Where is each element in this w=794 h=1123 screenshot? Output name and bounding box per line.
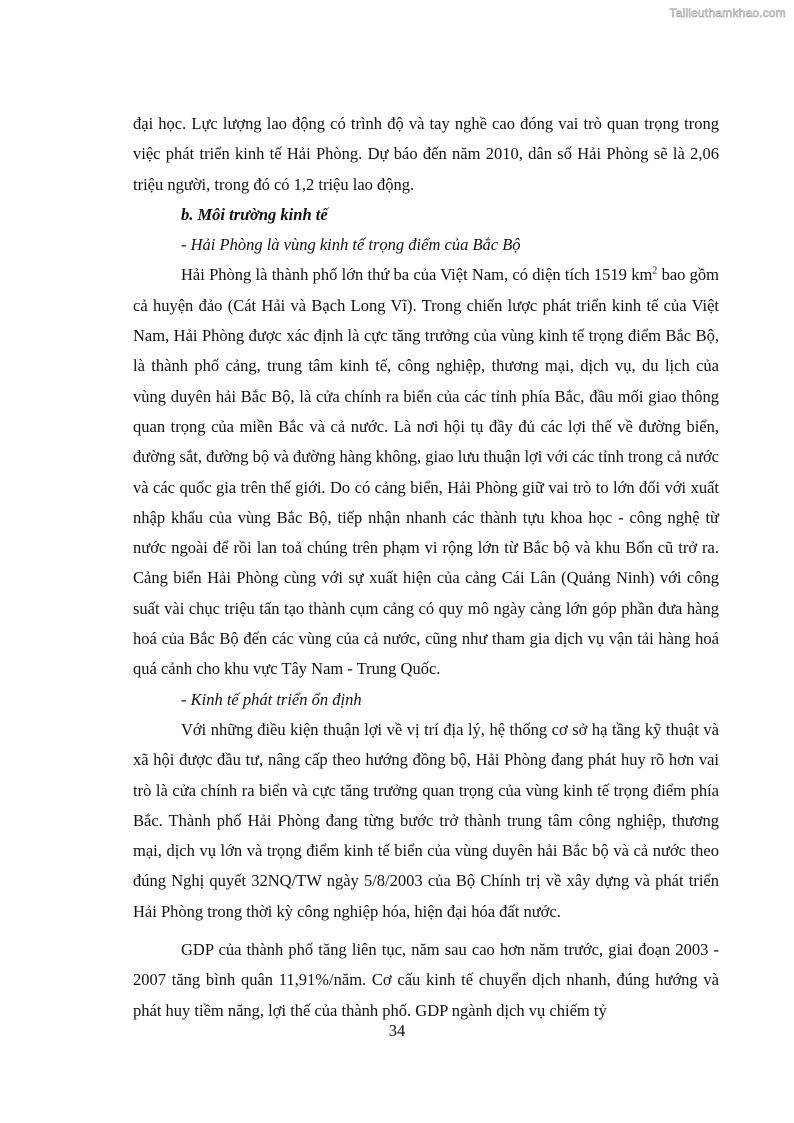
paragraph-text-before-superscript: Hải Phòng là thành phố lớn thứ ba của Việt Nam, có diện tích 1519 km bbox=[181, 265, 653, 285]
watermark-text: Tailieuthamkhao.com bbox=[669, 6, 786, 20]
paragraph-labor-forecast: đại học. Lực lượng lao động có trình độ và tay nghề cao đóng vai trò quan trọng trong việc phát triển kinh tế Hải Phòng. Dự báo đến năm 2010, dân số Hải Phòng sẽ là 2,06 triệu người, trong đó có 1,2 triệu lao động. bbox=[133, 114, 719, 194]
page-number: 34 bbox=[388, 1021, 406, 1040]
superscript-squared: 2 bbox=[652, 265, 658, 277]
paragraph-infrastructure: Với những điều kiện thuận lợi về vị trí địa lý, hệ thống cơ sở hạ tầng kỹ thuật và xã hội được đầu tư, nâng cấp theo hướng đồng bộ, Hải Phòng đang phát huy rõ hơn vai trò là cửa chính ra biển và cực tăng trưởng quan trọng của vùng kinh tế trọng điểm phía Bắc. Thành phố Hải Phòng đang từng bước trở thành trung tâm công nghiệp, thương mại, dịch vụ lớn và trọng điểm kinh tế biển của vùng duyên hải Bắc bộ và cả nước theo đúng Nghị quyết 32NQ/TW ngày 5/8/2003 của Bộ Chính trị về xây dựng và phát triển Hải Phòng trong thời kỳ công nghiệp hóa, hiện đại hóa đất nước. bbox=[133, 719, 719, 921]
section-heading-economic-environment: b. Môi trường kinh tế bbox=[181, 204, 328, 224]
paragraph-haiphong-overview bbox=[133, 260, 719, 684]
paragraph-gdp-growth: GDP của thành phố tăng liên tục, năm sau cao hơn năm trước, giai đoạn 2003 - 2007 tăng bình quân 11,91%/năm. Cơ cấu kinh tế chuyển dịch nhanh, đúng hướng và phát huy tiềm năng, lợi thế của thành phố. GDP ngành dịch vụ chiếm tỷ bbox=[133, 940, 719, 1020]
subheading-stable-economy: - Kinh tế phát triển ổn định bbox=[181, 689, 362, 709]
subheading-key-economic-region: - Hải Phòng là vùng kinh tế trọng điểm của Bắc Bộ bbox=[181, 235, 521, 255]
paragraph-text-after-superscript: bao gồm cả huyện đảo (Cát Hải và Bạch Long Vĩ). Trong chiến lược phát triển kinh tế của Việt Nam, Hải Phòng được xác định là cực tăng trưởng của vùng kinh tế trọng điểm Bắc Bộ, là thành phố cảng, trung tâm kinh tế, công nghiệp, thương mại, dịch vụ, du lịch của vùng duyên hải Bắc Bộ, là cửa chính ra biển của các tỉnh phía Bắc, đầu mối giao thông quan trọng của miền Bắc và cả nước. Là nơi hội tụ đầy đủ các lợi thế về đường biển, đường sắt, đường bộ và đường hàng không, giao lưu thuận lợi với các tỉnh trong cả nước và các quốc gia trên thế giới. Do có cảng biển, Hải Phòng giữ vai trò to lớn đối với xuất nhập khẩu của vùng Bắc Bộ, tiếp nhận nhanh các thành tựu khoa học - công nghệ từ nước ngoài để rồi lan toả chúng trên phạm vi rộng lớn từ Bắc bộ và khu Bốn cũ trở ra. Cảng biển Hải Phòng cùng với sự xuất hiện của cảng Cái Lân (Quảng Ninh) với công suất vài chục triệu tấn tạo thành cụm cảng có quy mô ngày càng lớn góp phần đưa hàng hoá của Bắc Bộ đến các vùng của cả nước, cũng như tham gia dịch vụ vận tải hàng hoá quá cảnh cho khu vực Tây Nam - Trung Quốc. bbox=[133, 265, 720, 679]
document-body bbox=[133, 109, 719, 1026]
